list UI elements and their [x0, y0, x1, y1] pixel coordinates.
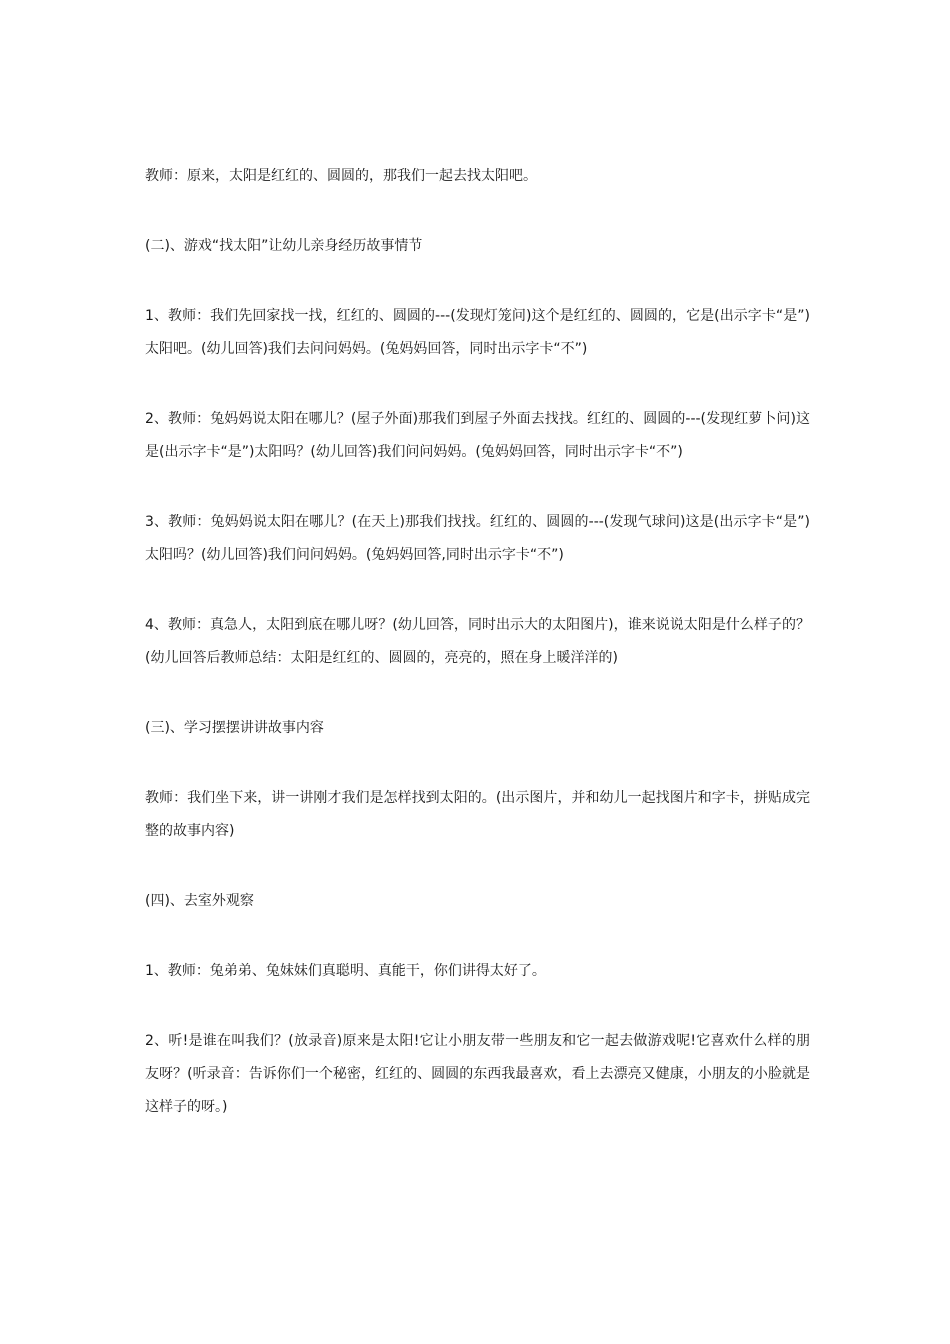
section-heading-game: (二)、游戏“找太阳”让幼儿亲身经历故事情节 [145, 238, 423, 254]
section-heading-story: (三)、学习摆摆讲讲故事内容 [145, 720, 324, 736]
paragraph-step-4: 4、教师：真急人，太阳到底在哪儿呀？(幼儿回答，同时出示大的太阳图片)，谁来说说太阳是什么样子的？(幼儿回答后教师总结：太阳是红红的、圆圆的，亮亮的，照在身上暖洋洋的) [145, 617, 810, 666]
section-heading-outdoor: (四)、去室外观察 [145, 893, 254, 909]
document-body [145, 160, 810, 1161]
paragraph-outdoor-2: 2、听!是谁在叫我们？(放录音)原来是太阳!它让小朋友带一些朋友和它一起去做游戏呢!它喜欢什么样的朋友呀？(听录音：告诉你们一个秘密，红红的、圆圆的东西我最喜欢，看上去漂亮又健康，小朋友的小脸就是这样子的呀。) [145, 1033, 810, 1115]
paragraph-teacher-intro: 教师：原来，太阳是红红的、圆圆的，那我们一起去找太阳吧。 [145, 168, 537, 184]
paragraph-step-2: 2、教师：兔妈妈说太阳在哪儿？(屋子外面)那我们到屋子外面去找找。红红的、圆圆的---(发现红萝卜问)这是(出示字卡“是”)太阳吗？(幼儿回答)我们问问妈妈。(兔妈妈回答，同时出示字卡“不”) [145, 411, 810, 460]
paragraph-story-teacher: 教师：我们坐下来，讲一讲刚才我们是怎样找到太阳的。(出示图片，并和幼儿一起找图片和字卡，拼贴成完整的故事内容) [145, 790, 810, 839]
paragraph-outdoor-1: 1、教师：兔弟弟、兔妹妹们真聪明、真能干，你们讲得太好了。 [145, 963, 546, 979]
paragraph-step-1: 1、教师：我们先回家找一找，红红的、圆圆的---(发现灯笼问)这个是红红的、圆圆的，它是(出示字卡“是”)太阳吧。(幼儿回答)我们去问问妈妈。(兔妈妈回答，同时出示字卡“不”) [145, 308, 810, 357]
paragraph-step-3: 3、教师：兔妈妈说太阳在哪儿？(在天上)那我们找找。红红的、圆圆的---(发现气球问)这是(出示字卡“是”)太阳吗？(幼儿回答)我们问问妈妈。(兔妈妈回答,同时出示字卡“不”) [145, 514, 810, 563]
